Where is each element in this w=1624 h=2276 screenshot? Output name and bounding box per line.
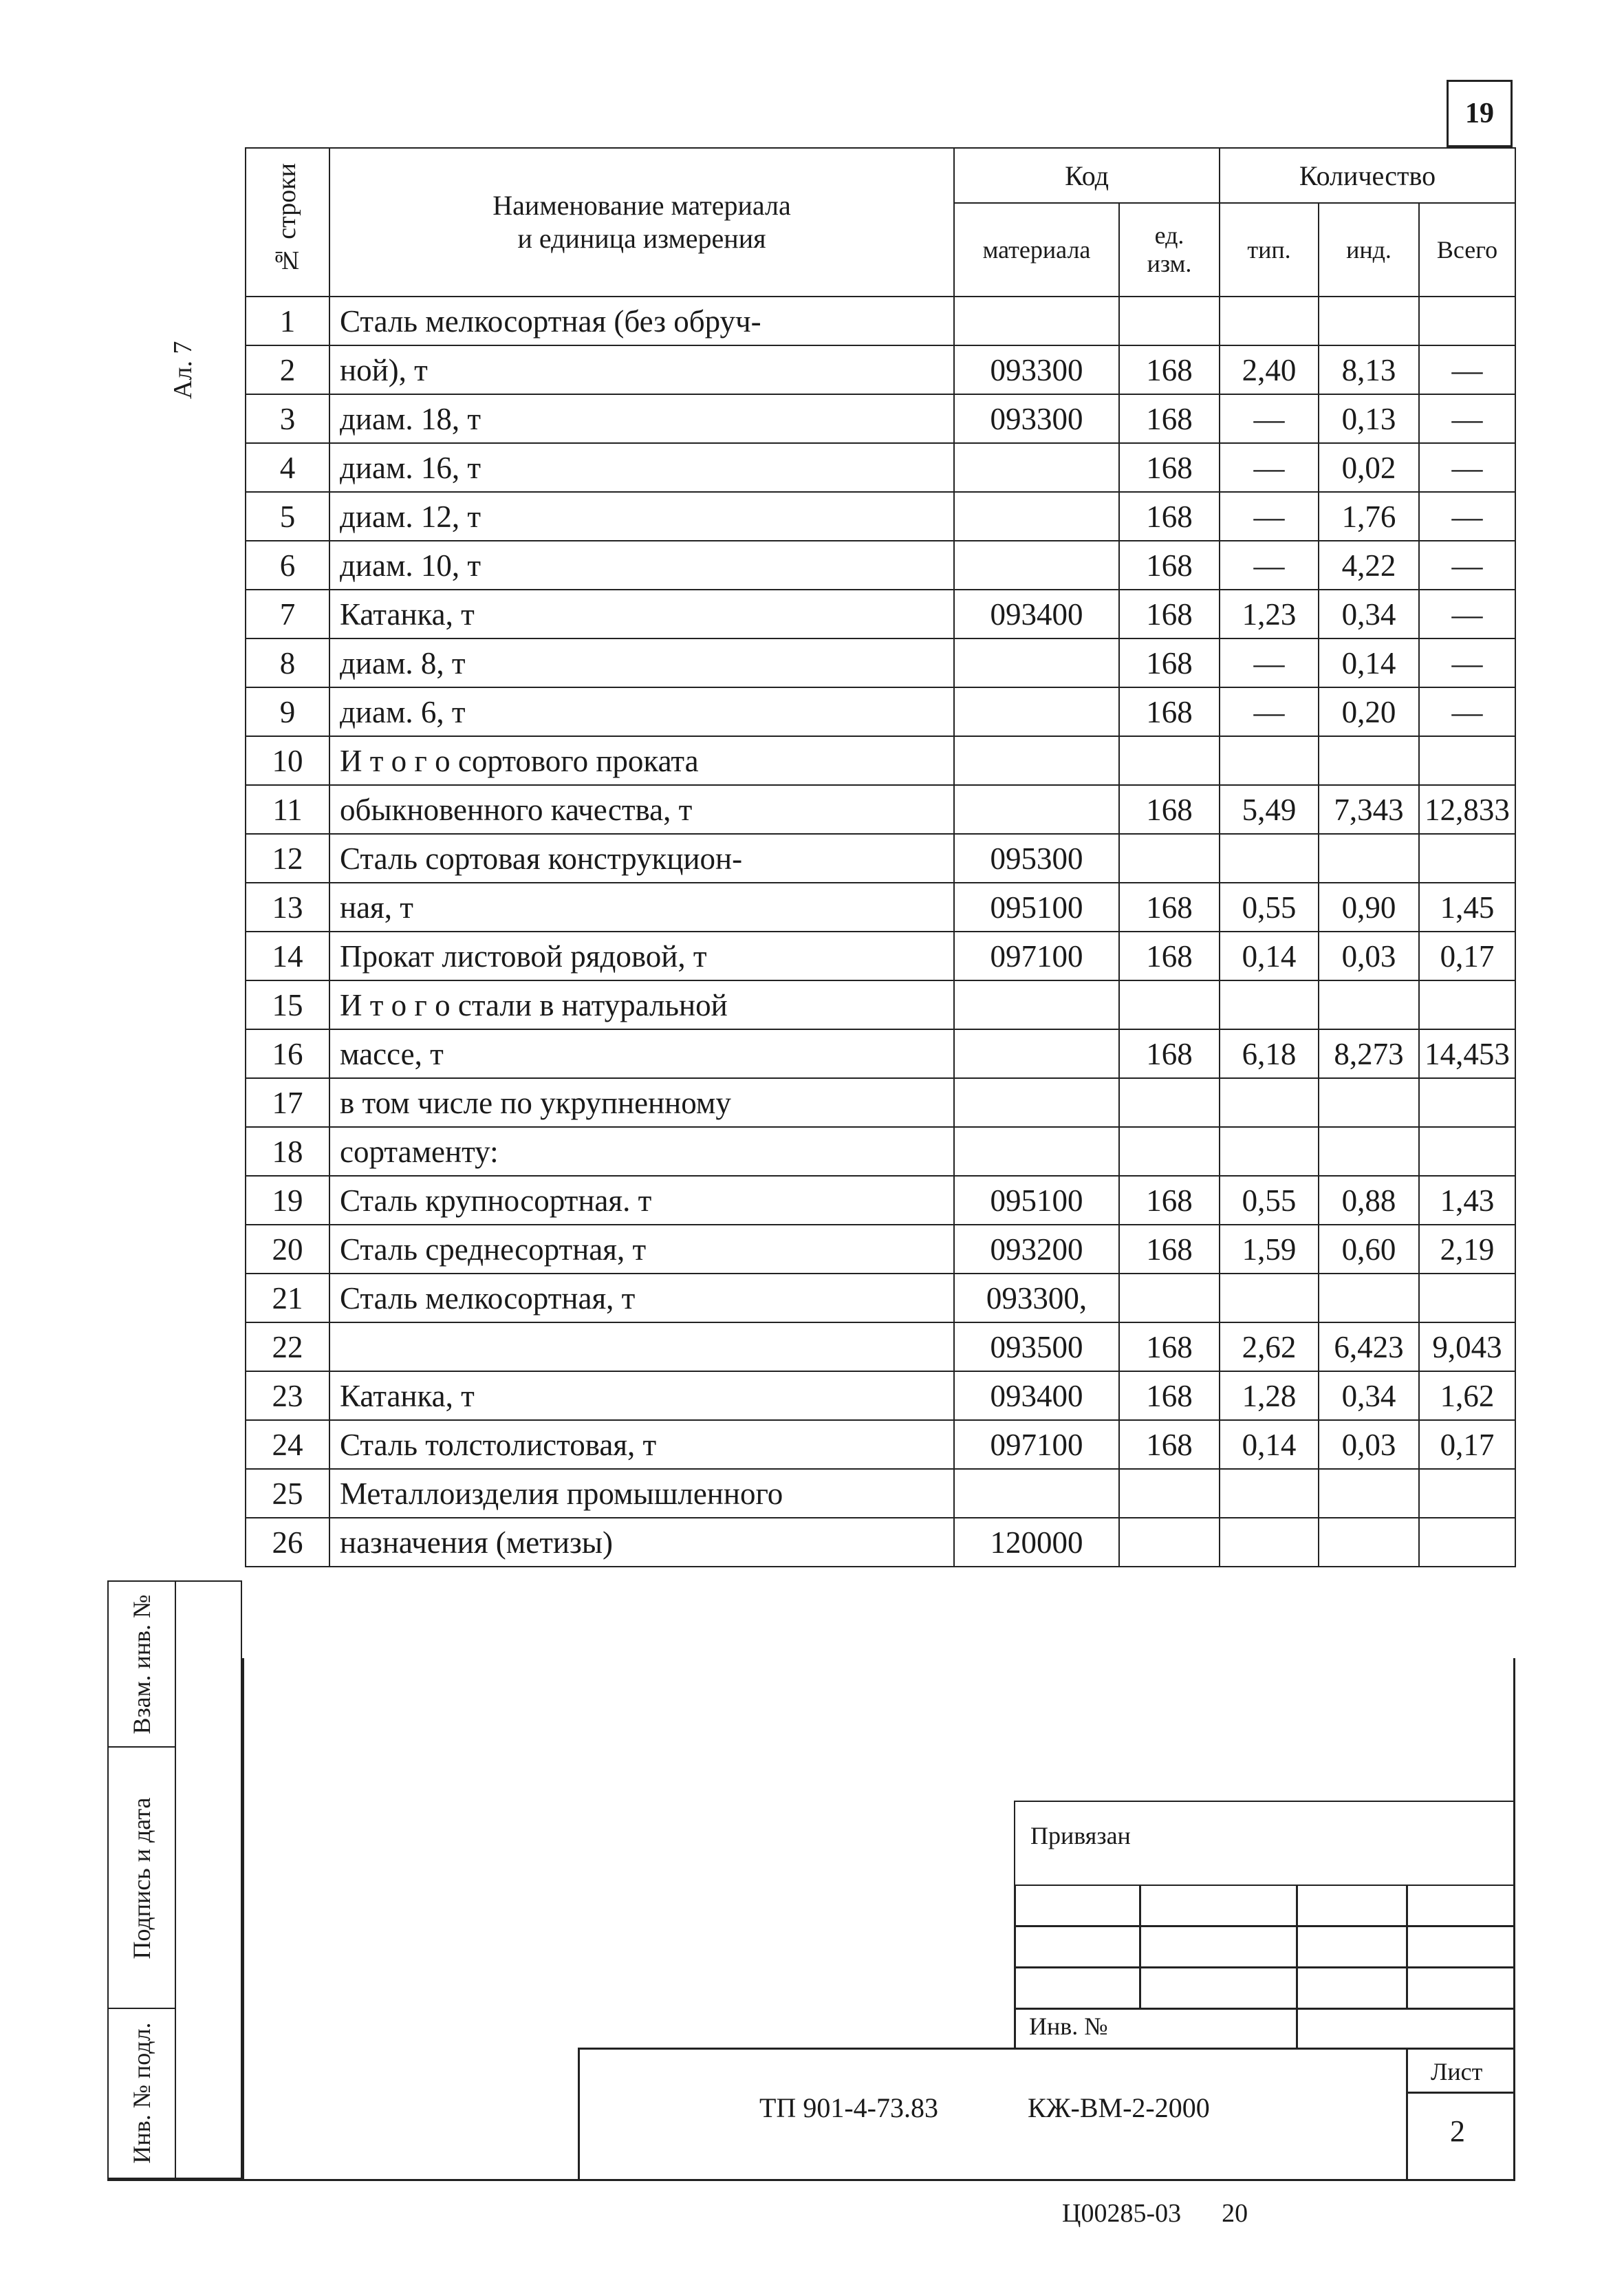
row-number: 3: [246, 394, 329, 443]
row-qty-ind: [1319, 1274, 1419, 1322]
row-name: массе, т: [329, 1029, 954, 1078]
row-number: 22: [246, 1322, 329, 1371]
row-unit-code: 168: [1119, 394, 1220, 443]
row-unit-code: [1119, 297, 1220, 345]
row-name: Катанка, т: [329, 1371, 954, 1420]
row-qty-total: 12,833: [1419, 785, 1515, 834]
row-unit-code: 168: [1119, 1322, 1220, 1371]
row-qty-total: 1,45: [1419, 883, 1515, 932]
row-material-code: [954, 541, 1119, 590]
row-unit-code: 168: [1119, 590, 1220, 638]
table-header: [246, 148, 1515, 297]
left-stamp-strip: [107, 1580, 242, 2179]
titleblock-sheet-left: [1406, 2048, 1408, 2180]
row-material-code: [954, 687, 1119, 736]
row-material-code: 093300,: [954, 1274, 1119, 1322]
row-name: в том числе по укрупненному: [329, 1078, 954, 1127]
row-qty-total: 1,62: [1419, 1371, 1515, 1420]
stamp-grid-v2: [1296, 1885, 1298, 2049]
row-material-code: 093300: [954, 394, 1119, 443]
row-qty-total: [1419, 297, 1515, 345]
row-material-code: [954, 492, 1119, 541]
row-unit-code: [1119, 1469, 1220, 1518]
table-row: [246, 1274, 1515, 1322]
row-material-code: [954, 1469, 1119, 1518]
row-number: 10: [246, 736, 329, 785]
table-row: [246, 1420, 1515, 1469]
row-qty-ind: [1319, 1127, 1419, 1176]
row-qty-ind: [1319, 1078, 1419, 1127]
row-qty-typ: —: [1220, 443, 1319, 492]
table-row: [246, 932, 1515, 980]
titleblock-sheet-divider: [1406, 2092, 1515, 2094]
row-unit-code: [1119, 1518, 1220, 1567]
row-qty-typ: 0,55: [1220, 883, 1319, 932]
row-unit-code: 168: [1119, 1029, 1220, 1078]
table-body: [246, 297, 1515, 1567]
stamp-privyazan-label: Привязан: [1030, 1822, 1131, 1849]
row-unit-code: 168: [1119, 932, 1220, 980]
row-name: Сталь сортовая конструкцион-: [329, 834, 954, 883]
row-qty-ind: 0,60: [1319, 1225, 1419, 1274]
row-number: 13: [246, 883, 329, 932]
stamp-grid-h1: [1014, 1925, 1515, 1927]
row-qty-total: [1419, 1078, 1515, 1127]
row-qty-ind: [1319, 1469, 1419, 1518]
row-qty-total: [1419, 1274, 1515, 1322]
header-code-unit-line1: ед.: [1154, 221, 1184, 249]
row-unit-code: [1119, 1078, 1220, 1127]
titleblock-left: [578, 2048, 580, 2180]
row-name: диам. 18, т: [329, 394, 954, 443]
row-material-code: [954, 1078, 1119, 1127]
row-name: Сталь крупносортная. т: [329, 1176, 954, 1225]
row-number: 12: [246, 834, 329, 883]
row-material-code: [954, 638, 1119, 687]
row-qty-ind: 1,76: [1319, 492, 1419, 541]
row-qty-ind: 0,03: [1319, 932, 1419, 980]
header-qty-total: Всего: [1419, 203, 1515, 297]
row-name: диам. 16, т: [329, 443, 954, 492]
row-material-code: [954, 1127, 1119, 1176]
table-row: [246, 541, 1515, 590]
row-unit-code: [1119, 1274, 1220, 1322]
row-unit-code: [1119, 736, 1220, 785]
stamp-grid-v3: [1406, 1885, 1408, 2008]
row-unit-code: 168: [1119, 443, 1220, 492]
row-qty-ind: 0,34: [1319, 590, 1419, 638]
stamp-grid-h2: [1014, 1966, 1515, 1968]
row-material-code: [954, 297, 1119, 345]
table-row: [246, 1322, 1515, 1371]
row-number: 25: [246, 1469, 329, 1518]
row-number: 20: [246, 1225, 329, 1274]
footer-page: 20: [1222, 2199, 1248, 2228]
frame-right-line: [1513, 1658, 1515, 2181]
row-qty-total: [1419, 1518, 1515, 1567]
table-row: [246, 1127, 1515, 1176]
row-qty-typ: [1220, 1078, 1319, 1127]
row-qty-typ: 1,28: [1220, 1371, 1319, 1420]
row-name: Металлоизделия промышленного: [329, 1469, 954, 1518]
table-row: [246, 834, 1515, 883]
row-qty-typ: 0,14: [1220, 1420, 1319, 1469]
row-name: сортаменту:: [329, 1127, 954, 1176]
row-number: 21: [246, 1274, 329, 1322]
row-name: Прокат листовой рядовой, т: [329, 932, 954, 980]
row-unit-code: 168: [1119, 1225, 1220, 1274]
row-qty-total: 1,43: [1419, 1176, 1515, 1225]
stamp-grid-v1: [1139, 1885, 1141, 2008]
row-number: 2: [246, 345, 329, 394]
table-row: [246, 980, 1515, 1029]
row-name: диам. 6, т: [329, 687, 954, 736]
row-qty-total: [1419, 834, 1515, 883]
row-number: 15: [246, 980, 329, 1029]
stamp-sheet-number: 2: [1450, 2114, 1465, 2148]
row-number: 17: [246, 1078, 329, 1127]
footer: [1062, 2198, 1248, 2229]
row-qty-ind: 8,13: [1319, 345, 1419, 394]
row-number: 5: [246, 492, 329, 541]
row-qty-ind: [1319, 834, 1419, 883]
table-row: [246, 492, 1515, 541]
stamp-privyazan-box: [1014, 1801, 1515, 1886]
row-name: диам. 10, т: [329, 541, 954, 590]
row-qty-typ: —: [1220, 638, 1319, 687]
row-name: Катанка, т: [329, 590, 954, 638]
row-qty-ind: [1319, 1518, 1419, 1567]
row-qty-typ: 2,62: [1220, 1322, 1319, 1371]
header-code: Код: [954, 148, 1220, 203]
table-row: [246, 687, 1515, 736]
row-unit-code: 168: [1119, 1371, 1220, 1420]
row-number: 6: [246, 541, 329, 590]
row-material-code: 093400: [954, 1371, 1119, 1420]
row-qty-ind: 0,34: [1319, 1371, 1419, 1420]
strip-inv-podl: Инв. № подл.: [128, 2022, 155, 2164]
row-qty-ind: 0,02: [1319, 443, 1419, 492]
stamp-sheet-label: Лист: [1431, 2058, 1483, 2085]
row-qty-total: [1419, 1127, 1515, 1176]
row-name: назначения (метизы): [329, 1518, 954, 1567]
header-qty-typ: тип.: [1220, 203, 1319, 297]
row-qty-typ: 0,14: [1220, 932, 1319, 980]
row-name: Сталь толстолистовая, т: [329, 1420, 954, 1469]
row-qty-typ: [1220, 980, 1319, 1029]
row-unit-code: [1119, 1127, 1220, 1176]
row-number: 1: [246, 297, 329, 345]
table-row: [246, 1225, 1515, 1274]
row-name: Сталь мелкосортная, т: [329, 1274, 954, 1322]
row-qty-total: —: [1419, 590, 1515, 638]
row-qty-typ: [1220, 1518, 1319, 1567]
row-unit-code: 168: [1119, 541, 1220, 590]
table-row: [246, 394, 1515, 443]
table-row: [246, 736, 1515, 785]
row-qty-ind: 8,273: [1319, 1029, 1419, 1078]
row-unit-code: [1119, 980, 1220, 1029]
row-qty-total: [1419, 1469, 1515, 1518]
strip-divider: [175, 1582, 176, 2178]
table-row: [246, 785, 1515, 834]
row-qty-ind: 0,88: [1319, 1176, 1419, 1225]
row-qty-typ: [1220, 1127, 1319, 1176]
row-qty-ind: 0,20: [1319, 687, 1419, 736]
row-number: 26: [246, 1518, 329, 1567]
header-name-line2: и единица измерения: [517, 223, 766, 254]
row-qty-typ: 6,18: [1220, 1029, 1319, 1078]
footer-code: Ц00285-03: [1062, 2199, 1182, 2228]
row-qty-typ: [1220, 1274, 1319, 1322]
row-unit-code: 168: [1119, 1420, 1220, 1469]
row-qty-typ: —: [1220, 687, 1319, 736]
row-name: [329, 1322, 954, 1371]
row-qty-typ: —: [1220, 541, 1319, 590]
row-unit-code: 168: [1119, 492, 1220, 541]
table-row: [246, 1029, 1515, 1078]
row-unit-code: 168: [1119, 785, 1220, 834]
row-qty-typ: [1220, 834, 1319, 883]
row-name: Сталь среднесортная, т: [329, 1225, 954, 1274]
table-row: [246, 590, 1515, 638]
row-material-code: [954, 1029, 1119, 1078]
row-number: 7: [246, 590, 329, 638]
row-material-code: [954, 785, 1119, 834]
row-qty-ind: [1319, 980, 1419, 1029]
row-qty-ind: 0,13: [1319, 394, 1419, 443]
row-number: 8: [246, 638, 329, 687]
row-qty-total: 0,17: [1419, 1420, 1515, 1469]
row-qty-ind: 7,343: [1319, 785, 1419, 834]
row-qty-typ: —: [1220, 492, 1319, 541]
header-code-unit-line2: изм.: [1147, 250, 1192, 277]
frame-bottom-line: [107, 2179, 1515, 2181]
row-unit-code: 168: [1119, 687, 1220, 736]
row-name: обыкновенного качества, т: [329, 785, 954, 834]
row-qty-ind: [1319, 297, 1419, 345]
table-row: [246, 1371, 1515, 1420]
header-row-no-text: № строки: [272, 163, 302, 275]
row-qty-ind: [1319, 736, 1419, 785]
row-material-code: 095100: [954, 1176, 1119, 1225]
row-number: 4: [246, 443, 329, 492]
table-row: [246, 443, 1515, 492]
strip-cell-inv-podl: [109, 2009, 175, 2178]
row-qty-ind: 6,423: [1319, 1322, 1419, 1371]
row-qty-total: [1419, 736, 1515, 785]
header-code-unit: [1119, 203, 1220, 297]
row-material-code: 097100: [954, 1420, 1119, 1469]
row-material-code: 093200: [954, 1225, 1119, 1274]
stamp-grid-h3: [1014, 2008, 1515, 2010]
row-number: 9: [246, 687, 329, 736]
row-qty-total: 14,453: [1419, 1029, 1515, 1078]
row-name: диам. 12, т: [329, 492, 954, 541]
row-number: 19: [246, 1176, 329, 1225]
table-row: [246, 638, 1515, 687]
table-row: [246, 1518, 1515, 1567]
row-number: 16: [246, 1029, 329, 1078]
materials-table: [245, 147, 1516, 1567]
row-qty-typ: [1220, 736, 1319, 785]
header-name: [329, 148, 954, 297]
row-material-code: 093400: [954, 590, 1119, 638]
row-material-code: 093500: [954, 1322, 1119, 1371]
header-qty-ind: инд.: [1319, 203, 1419, 297]
table-row: [246, 883, 1515, 932]
row-qty-total: 0,17: [1419, 932, 1515, 980]
stamp-doc-code: ТП 901-4-73.83: [759, 2092, 938, 2123]
row-name: Сталь мелкосортная (без обруч-: [329, 297, 954, 345]
row-unit-code: [1119, 834, 1220, 883]
row-material-code: 120000: [954, 1518, 1119, 1567]
table-row: [246, 345, 1515, 394]
header-row-no: [246, 148, 329, 297]
side-label: Ал. 7: [169, 341, 197, 399]
row-qty-typ: 5,49: [1220, 785, 1319, 834]
row-name: ная, т: [329, 883, 954, 932]
row-qty-total: —: [1419, 345, 1515, 394]
row-unit-code: 168: [1119, 1176, 1220, 1225]
row-name: И т о г о сортового проката: [329, 736, 954, 785]
header-quantity: Количество: [1220, 148, 1515, 203]
strip-cell-podpis: [109, 1748, 175, 2009]
row-qty-total: —: [1419, 443, 1515, 492]
row-qty-total: 2,19: [1419, 1225, 1515, 1274]
strip-cell-vzam: [109, 1582, 175, 1748]
row-qty-total: [1419, 980, 1515, 1029]
row-qty-ind: 0,90: [1319, 883, 1419, 932]
row-material-code: 095100: [954, 883, 1119, 932]
row-material-code: 093300: [954, 345, 1119, 394]
row-qty-typ: 2,40: [1220, 345, 1319, 394]
row-material-code: [954, 980, 1119, 1029]
row-qty-ind: 0,03: [1319, 1420, 1419, 1469]
strip-podpis-data: Подпись и дата: [128, 1797, 155, 1960]
row-unit-code: 168: [1119, 345, 1220, 394]
header-code-material: материала: [954, 203, 1119, 297]
row-number: 14: [246, 932, 329, 980]
row-qty-typ: —: [1220, 394, 1319, 443]
table-row: [246, 1078, 1515, 1127]
row-qty-typ: [1220, 297, 1319, 345]
row-qty-typ: 0,55: [1220, 1176, 1319, 1225]
row-unit-code: 168: [1119, 883, 1220, 932]
row-number: 11: [246, 785, 329, 834]
row-name: диам. 8, т: [329, 638, 954, 687]
stamp-doc-mark: КЖ-ВМ-2-2000: [1028, 2092, 1210, 2123]
row-qty-total: —: [1419, 687, 1515, 736]
stamp-inv-no: Инв. №: [1029, 2012, 1108, 2040]
row-qty-total: —: [1419, 638, 1515, 687]
row-qty-total: 9,043: [1419, 1322, 1515, 1371]
row-qty-typ: 1,23: [1220, 590, 1319, 638]
row-qty-typ: [1220, 1469, 1319, 1518]
row-number: 24: [246, 1420, 329, 1469]
table-row: [246, 1176, 1515, 1225]
row-number: 23: [246, 1371, 329, 1420]
row-material-code: 097100: [954, 932, 1119, 980]
page-number-box: [1447, 80, 1513, 147]
row-material-code: [954, 443, 1119, 492]
row-name: ной), т: [329, 345, 954, 394]
row-qty-total: —: [1419, 394, 1515, 443]
row-qty-total: —: [1419, 492, 1515, 541]
row-number: 18: [246, 1127, 329, 1176]
row-material-code: [954, 736, 1119, 785]
header-name-line1: Наименование материала: [492, 190, 791, 221]
row-qty-total: —: [1419, 541, 1515, 590]
row-material-code: 095300: [954, 834, 1119, 883]
titleblock-top: [578, 2048, 1515, 2050]
frame-left-line: [242, 1658, 244, 2181]
table-row: [246, 1469, 1515, 1518]
row-qty-ind: 4,22: [1319, 541, 1419, 590]
page-number: 19: [1465, 98, 1494, 129]
row-qty-ind: 0,14: [1319, 638, 1419, 687]
row-unit-code: 168: [1119, 638, 1220, 687]
row-name: И т о г о стали в натуральной: [329, 980, 954, 1029]
table-row: [246, 297, 1515, 345]
row-qty-typ: 1,59: [1220, 1225, 1319, 1274]
strip-vzam-inv: Взам. инв. №: [128, 1594, 155, 1735]
